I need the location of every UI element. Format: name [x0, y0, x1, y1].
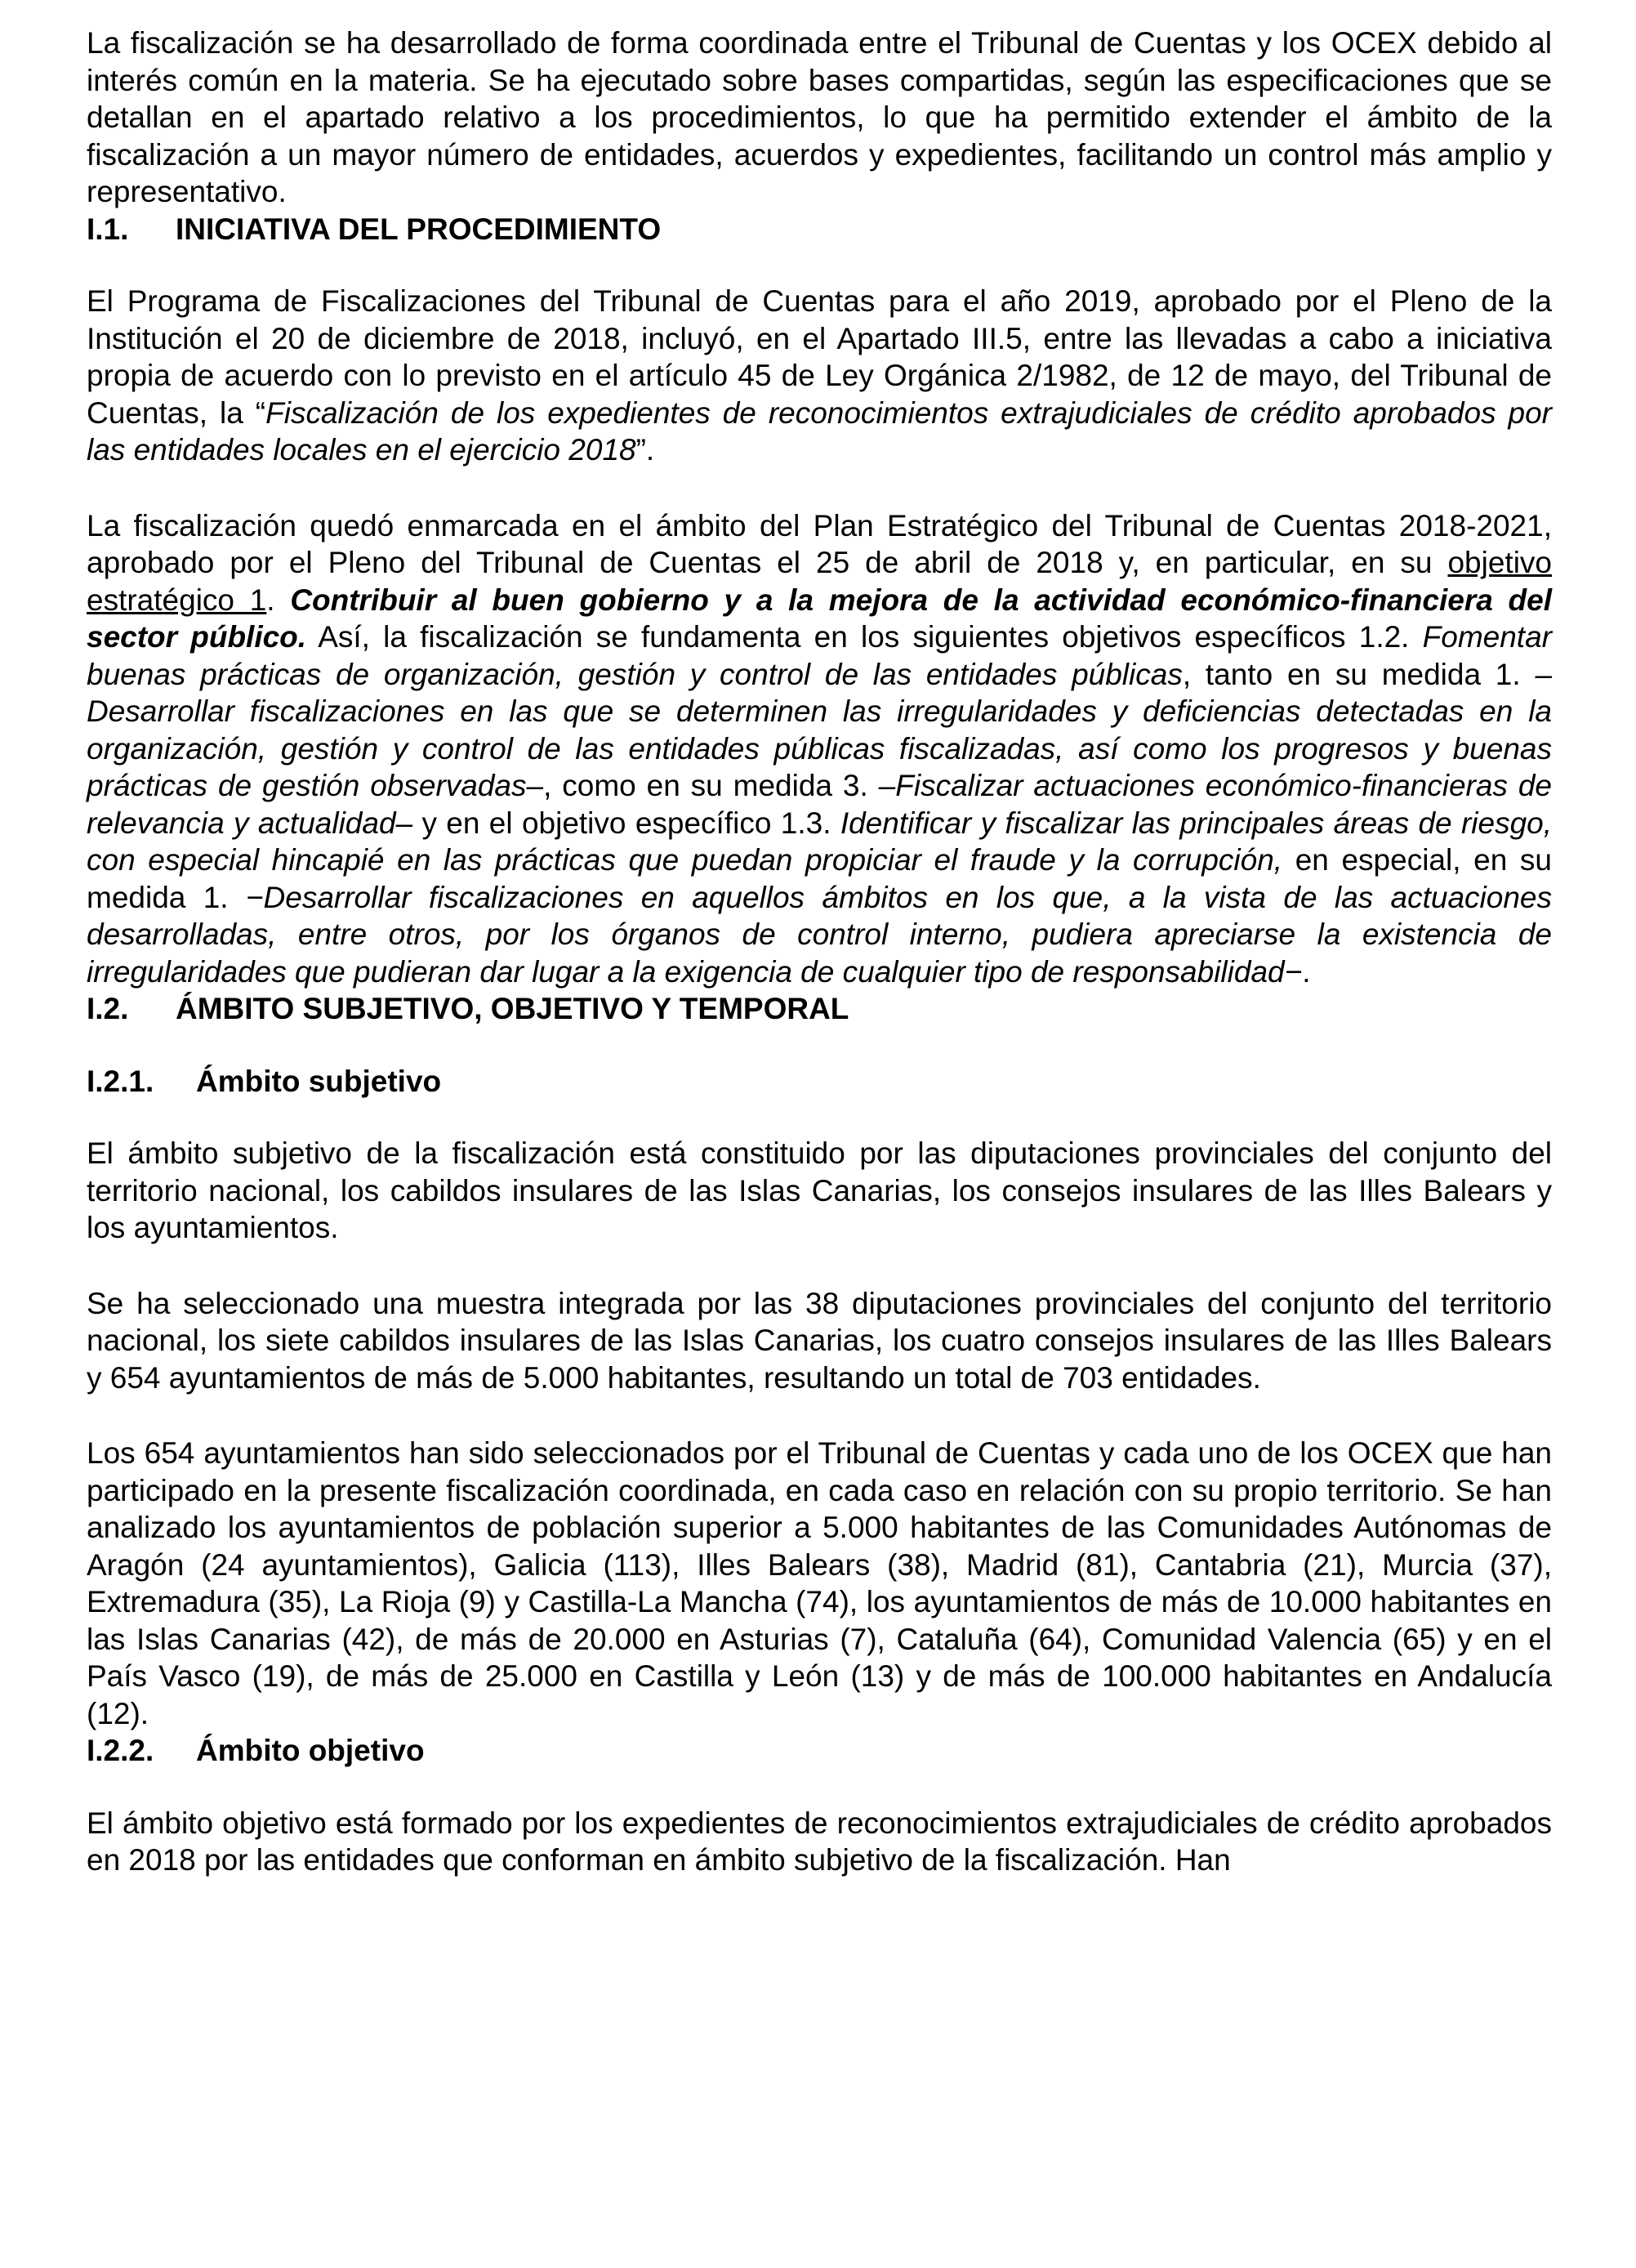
italic-run: –Fiscalizar actuaciones económico-financieras de relevancia y actualidad– — [87, 769, 1552, 840]
subsection-heading-objetivo — [87, 1732, 1552, 1770]
subsection-number: I.2.1. — [87, 1064, 154, 1098]
text-run: . — [266, 583, 291, 617]
text-run: , tanto en su medida 1. — [1182, 657, 1536, 691]
text-run: , como en su medida 3. — [543, 769, 879, 802]
italic-run: –Desarrollar fiscalizaciones en las que se determinen las irregularidades y deficiencias detectadas en la organización, gestión y control de las entidades públicas fiscalizadas, así como los progresos y buenas prácticas de gestión observadas– — [87, 657, 1553, 802]
text-run: en especial, en su medida 1. — [87, 843, 1552, 914]
italic-run: Fiscalización de los expedientes de reconocimientos extrajudiciales de crédito aprobados por las entidades locales en el ejercicio 2018 — [87, 395, 1552, 467]
subjetivo-paragraph-3: Los 654 ayuntamientos han sido seleccionados por el Tribunal de Cuentas y cada uno de los OCEX que han participado en la presente fiscalización coordinada, en cada caso en relación con su propio territorio. Se han analizado los ayuntamientos de población superior a 5.000 habitantes de las Comunidades Autónomas de Aragón (24 ayuntamientos), Galicia (113), Illes Balears (38), Madrid (81), Cantabria (21), Murcia (37), Extremadura (35), La Rioja (9) y Castilla-La Mancha (74), los ayuntamientos de más de 10.000 habitantes en las Islas Canarias (42), de más de 20.000 en Asturias (7), Cataluña (64), Comunidad Valencia (65) y en el País Vasco (19), de más de 25.000 en Castilla y León (13) y de más de 100.000 habitantes en Andalucía (12). — [87, 1436, 1552, 1730]
document-page — [87, 25, 1552, 1879]
subsection-number: I.2.2. — [87, 1734, 154, 1767]
section-number: I.1. — [87, 212, 129, 246]
underlined-run: objetivo estratégico 1 — [87, 546, 1552, 617]
section-number: I.2. — [87, 992, 129, 1025]
text-run: . — [1302, 954, 1311, 989]
italic-run: −Desarrollar fiscalizaciones en aquellos ámbitos en los que, a la vista de las actuaciones desarrolladas, entre otros, por los órganos de control interno, pudiera apreciarse la existencia de irregularidades que pudieran dar lugar a la exigencia de cualquier tipo de responsabilidad− — [87, 880, 1552, 989]
section-heading-ambito — [87, 990, 1552, 1028]
text-run: ”. — [635, 433, 655, 467]
text-run: El Programa de Fiscalizaciones del Tribunal de Cuentas para el año 2019, aprobado por el Pleno de la Institución el 20 de diciembre de 2018, incluyó, en el Apartado III.5, entre las llevadas a cabo a iniciativa propia de acuerdo con lo previsto en el artículo 45 de Ley Orgánica 2/1982, de 12 de mayo, del Tribunal de Cuentas, la “ — [87, 284, 1552, 430]
intro-paragraph: La fiscalización se ha desarrollado de forma coordinada entre el Tribunal de Cuentas y los OCEX debido al interés común en la materia. Se ha ejecutado sobre bases compartidas, según las especificaciones que se detallan en el apartado relativo a los procedimientos, lo que ha permitido extender el ámbito de la fiscalización a un mayor número de entidades, acuerdos y expedientes, facilitando un control más amplio y representativo. — [87, 26, 1552, 208]
subjetivo-paragraph-2: Se ha seleccionado una muestra integrada por las 38 diputaciones provinciales del conjunto del territorio nacional, los siete cabildos insulares de las Islas Canarias, los cuatro consejos insulares de las Illes Balears y 654 ayuntamientos de más de 5.000 habitantes, resultando un total de 703 entidades. — [87, 1286, 1552, 1395]
iniciativa-paragraph-2 — [87, 507, 1552, 991]
subjetivo-paragraph-1: El ámbito subjetivo de la fiscalización está constituido por las diputaciones provinciales del conjunto del territorio nacional, los cabildos insulares de las Islas Canarias, los consejos insulares de las Illes Balears y los ayuntamientos. — [87, 1136, 1552, 1244]
text-run: Así, la fiscalización se fundamenta en los siguientes objetivos específicos 1.2. — [306, 620, 1423, 654]
subsection-heading-subjetivo — [87, 1063, 1552, 1101]
text-run: La fiscalización quedó enmarcada en el ámbito del Plan Estratégico del Tribunal de Cuentas 2018-2021, aprobado por el Pleno del Tribunal de Cuentas el 25 de abril de 2018 y, en particular, en su — [87, 508, 1552, 579]
section-heading-iniciativa — [87, 211, 1552, 248]
section-title: INICIATIVA DEL PROCEDIMIENTO — [176, 212, 662, 246]
section-title: ÁMBITO SUBJETIVO, OBJETIVO Y TEMPORAL — [176, 992, 849, 1025]
bold-italic-run: Contribuir al buen gobierno y a la mejora de la actividad económico-financiera del sector público. — [87, 583, 1552, 654]
subsection-title: Ámbito objetivo — [196, 1734, 425, 1767]
subsection-title: Ámbito subjetivo — [196, 1064, 442, 1098]
italic-run: Identificar y fiscalizar las principales áreas de riesgo, con especial hincapié en las prácticas que puedan propiciar el fraude y la corrupción, — [87, 806, 1553, 877]
text-run: y en el objetivo específico 1.3. — [412, 806, 840, 840]
iniciativa-paragraph-1 — [87, 283, 1552, 469]
italic-run: Fomentar buenas prácticas de organización, gestión y control de las entidades públicas — [87, 620, 1552, 691]
objetivo-paragraph-1: El ámbito objetivo está formado por los expedientes de reconocimientos extrajudiciales de crédito aprobados en 2018 por las entidades que conforman en ámbito subjetivo de la fiscalización. Han — [87, 1806, 1552, 1877]
